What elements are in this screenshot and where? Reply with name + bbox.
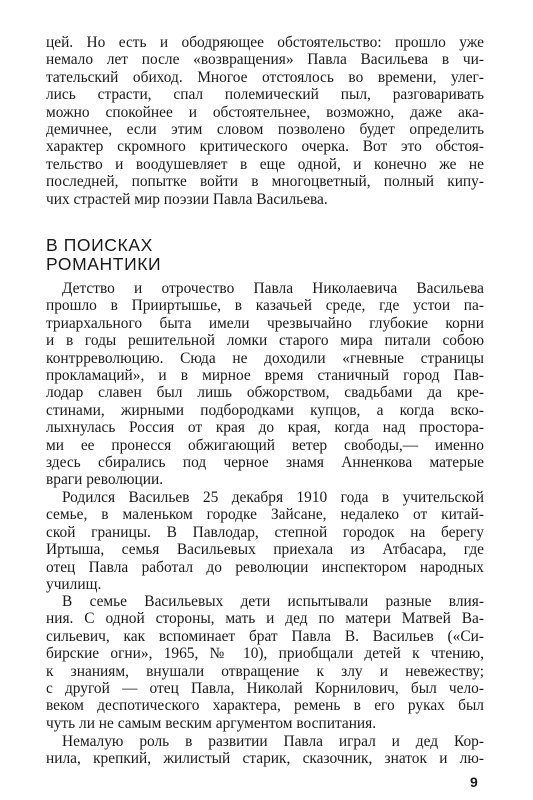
- section-heading-line: РОМАНТИКИ: [46, 254, 162, 274]
- text-line: бирские огни», 1965, № 10), приобщали детей к чтению,: [46, 645, 484, 663]
- text-line: В семье Васильевых дети испытывали разные влия-: [62, 593, 484, 610]
- text-line: сильевич, как вспоминает брат Павла В. Васильев («Си-: [46, 627, 484, 645]
- text-line: характер скромного критического очерка. Вот это обстоя-: [46, 138, 484, 156]
- paragraph-family: [46, 593, 484, 732]
- text-line: ния. С одной стороны, мать и дед по матери Матвей Ва-: [46, 610, 484, 628]
- text-line: можно спокойнее и обстоятельнее, возможно, даже ака-: [46, 103, 484, 121]
- text-line: чуть ли не самым веским аргументом воспитания.: [46, 714, 377, 732]
- text-line: стинами, жирными подбородками купцов, а когда вско-: [46, 401, 484, 419]
- text-line: отец Павла работал до революции инспектором народных: [46, 558, 484, 576]
- text-line: училищ.: [46, 575, 102, 593]
- text-line: и в годы решительной ломки старого мира питали собою: [46, 332, 484, 350]
- text-line: ми ее пронесся обжигающий ветер свободы,— именно: [46, 436, 484, 454]
- text-line: тельство и воодушевляет в еще одной, и конечно же не: [46, 155, 484, 173]
- paragraph-intro-end: [46, 34, 484, 208]
- text-line: Иртыша, семья Васильевых приехала из Атбасара, где: [46, 541, 484, 559]
- text-line: лодар славен был лишь обжорством, свадьбами да кре-: [46, 384, 484, 402]
- text-line: последней, попытке войти в многоцветный, полный кипу-: [46, 173, 484, 191]
- text-line: Родился Васильев 25 декабря 1910 года в учительской: [62, 489, 484, 506]
- text-line: враги революции.: [46, 471, 164, 489]
- text-line: чих страстей мир поэзии Павла Васильева.: [46, 190, 328, 208]
- text-line: с другой — отец Павла, Николай Корнилович, был чело-: [46, 679, 484, 697]
- paragraph-childhood: [46, 280, 484, 489]
- text-line: прокламаций», и в мирное время станичный город Пав-: [46, 366, 484, 384]
- text-line: прошло в Прииртышье, в казачьей среде, где устои па-: [46, 297, 484, 315]
- paragraph-birth: [46, 489, 484, 593]
- text-line: Детство и отрочество Павла Николаевича Васильева: [62, 280, 484, 297]
- text-line: веком деспотического характера, ремень в его руках был: [46, 697, 484, 715]
- text-line: Немалую роль в развитии Павла играл и дед Кор-: [62, 733, 484, 750]
- section-heading-line: В ПОИСКАХ: [46, 235, 153, 255]
- text-line: здесь сбирались под черное знамя Анненкова матерые: [46, 453, 484, 471]
- text-line: ской границы. В Павлодар, степной городок на берегу: [46, 523, 484, 541]
- section-heading: [46, 236, 161, 274]
- text-line: демичнее, если этим словом позволено будет определить: [46, 120, 484, 138]
- text-line: лыхнулась Россия от края до края, когда над простора-: [46, 419, 484, 437]
- text-line: контрреволюцию. Сюда не доходили «гневные страницы: [46, 349, 484, 367]
- text-line: цей. Но есть и ободряющее обстоятельство: прошло уже: [46, 34, 484, 51]
- text-line: нила, крепкий, жилистый старик, сказочник, знаток и лю-: [46, 750, 484, 768]
- text-line: триархального быта имели чрезвычайно глубокие корни: [46, 314, 484, 332]
- paragraph-grandfather: [46, 733, 484, 768]
- text-line: тательский обиход. Многое отстоялось во времени, улег-: [46, 68, 484, 86]
- page-number: 9: [470, 774, 478, 790]
- text-line: семье, в маленьком городке Зайсане, недалеко от китай-: [46, 506, 484, 524]
- text-line: к знаниям, внушали отвращение к злу и невежеству;: [46, 662, 484, 680]
- text-line: лись страсти, спал полемический пыл, разговаривать: [46, 86, 484, 104]
- text-line: немало лет после «возвращения» Павла Васильева в чи-: [46, 51, 484, 69]
